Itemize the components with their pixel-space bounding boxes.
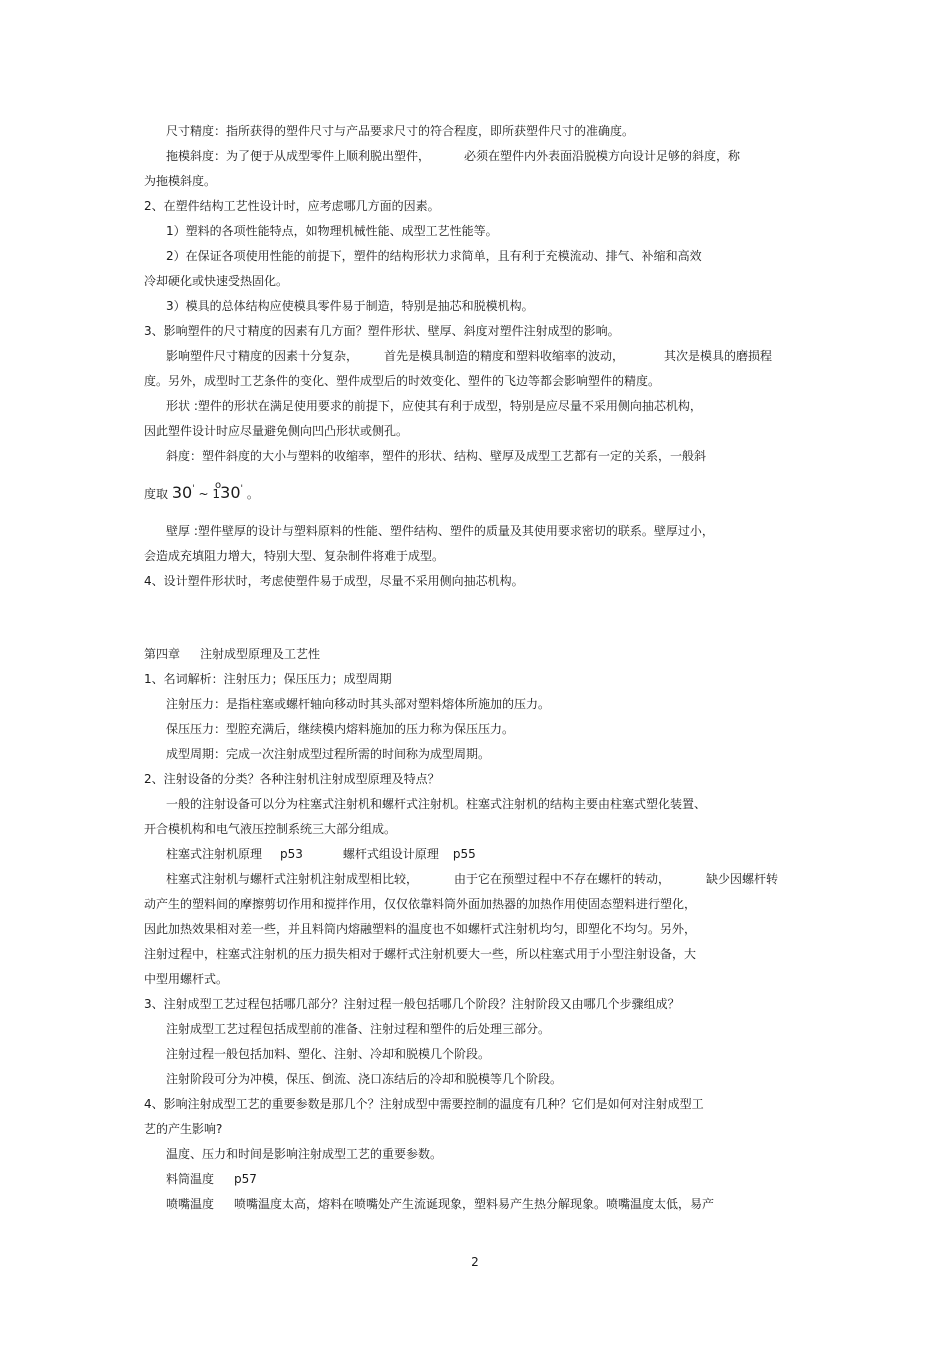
text-line: 成型周期：完成一次注射成型过程所需的时间称为成型周期。 xyxy=(166,747,491,761)
text-line-angle: 度取 30' ~ 1$^o$30' 。 xyxy=(144,480,259,502)
question-heading: 1、名词解析：注射压力；保压压力；成型周期 xyxy=(144,672,392,686)
text-line: 度。另外，成型时工艺条件的变化、塑件成型后的时效变化、塑件的飞边等都会影响塑件的精度。 xyxy=(144,374,661,388)
text-line: 形状 :塑件的形状在满足使用要求的前提下，应使其有利于成型，特别是应尽量不采用侧向抽芯机构， xyxy=(166,399,702,413)
text-line: 柱塞式注射机与螺杆式注射机注射成型相比较， 由于它在预塑过程中不存在螺杆的转动， 缺少因螺杆转 xyxy=(166,872,779,886)
text-line: 壁厚 :塑件壁厚的设计与塑料原料的性能、塑件结构、塑件的质量及其使用要求密切的联系。壁厚过小， xyxy=(166,524,714,538)
question-heading: 2、注射设备的分类？各种注射机注射成型原理及特点？ xyxy=(144,772,440,786)
text-line: 喷嘴温度 喷嘴温度太高，熔料在喷嘴处产生流诞现象，塑料易产生热分解现象。喷嘴温度太低，易产 xyxy=(166,1197,715,1211)
text-line: 冷却硬化或快速受热固化。 xyxy=(144,274,289,288)
question-heading: 4、设计塑件形状时，考虑使塑件易于成型，尽量不采用侧向抽芯机构。 xyxy=(144,574,524,588)
question-heading: 2、在塑件结构工艺性设计时，应考虑哪几方面的因素。 xyxy=(144,199,440,213)
text-line: 拖模斜度：为了便于从成型零件上顺利脱出塑件， 必须在塑件内外表面沿脱模方向设计足够的斜度，称 xyxy=(166,149,741,163)
text-line: 因此塑件设计时应尽量避免侧向凹凸形状或侧孔。 xyxy=(144,424,409,438)
text-line: 会造成充填阻力增大，特别大型、复杂制件将难于成型。 xyxy=(144,549,445,563)
text-line: 保压压力：型腔充满后，继续模内熔料施加的压力称为保压压力。 xyxy=(166,722,515,736)
text-line: 艺的产生影响? xyxy=(144,1122,223,1136)
text-line: 影响塑件尺寸精度的因素十分复杂， 首先是模具制造的精度和塑料收缩率的波动， 其次是模具的磨损程 xyxy=(166,349,773,363)
text-line: 中型用螺杆式。 xyxy=(144,972,229,986)
text-line: 注射过程一般包括加料、塑化、注射、冷却和脱模几个阶段。 xyxy=(166,1047,491,1061)
text-line: 动产生的塑料间的摩擦剪切作用和搅拌作用，仅仅依靠料筒外面加热器的加热作用使固态塑料进行塑化， xyxy=(144,897,697,911)
text-line: 注射成型工艺过程包括成型前的准备、注射过程和塑件的后处理三部分。 xyxy=(166,1022,551,1036)
text-line: 为拖模斜度。 xyxy=(144,174,217,188)
text-line: 一般的注射设备可以分为柱塞式注射机和螺杆式注射机。柱塞式注射机的结构主要由柱塞式塑化装置、 xyxy=(166,797,707,811)
text-line: 温度、压力和时间是影响注射成型工艺的重要参数。 xyxy=(166,1147,443,1161)
text-line: 开合模机构和电气液压控制系统三大部分组成。 xyxy=(144,822,397,836)
text-line: 斜度：塑件斜度的大小与塑料的收缩率，塑件的形状、结构、壁厚及成型工艺都有一定的关系，一般斜 xyxy=(166,449,707,463)
text-line: 1）塑料的各项性能特点，如物理机械性能、成型工艺性能等。 xyxy=(166,224,498,238)
text-line: 料筒温度 p57 xyxy=(166,1172,257,1186)
text-line: 2）在保证各项使用性能的前提下，塑件的结构形状力求简单，且有利于充模流动、排气、补缩和高效 xyxy=(166,249,702,263)
question-heading: 3、影响塑件的尺寸精度的因素有几方面？塑件形状、壁厚、斜度对塑件注射成型的影响。 xyxy=(144,324,620,338)
text-line: 注射过程中，柱塞式注射机的压力损失相对于螺杆式注射机要大一些，所以柱塞式用于小型注射设备，大 xyxy=(144,947,697,961)
question-heading: 3、注射成型工艺过程包括哪几部分？注射过程一般包括哪几个阶段？注射阶段又由哪几个步骤组成？ xyxy=(144,997,680,1011)
text-line: 因此加热效果相对差一些，并且料筒内熔融塑料的温度也不如螺杆式注射机均匀，即塑化不均匀。另外， xyxy=(144,922,697,936)
text-line: 3）模具的总体结构应使模具零件易于制造，特别是抽芯和脱模机构。 xyxy=(166,299,534,313)
page-number: 2 xyxy=(471,1255,479,1269)
text-line: 注射阶段可分为冲模，保压、倒流、浇口冻结后的冷却和脱模等几个阶段。 xyxy=(166,1072,563,1086)
question-heading: 4、影响注射成型工艺的重要参数是那几个？注射成型中需要控制的温度有几种？它们是如何对注射成型工 xyxy=(144,1097,704,1111)
text-line: 柱塞式注射机原理 p53 螺杆式组设计原理 p55 xyxy=(166,847,476,861)
text-line: 注射压力：是指柱塞或螺杆轴向移动时其头部对塑料熔体所施加的压力。 xyxy=(166,697,551,711)
text-line: 尺寸精度：指所获得的塑件尺寸与产品要求尺寸的符合程度，即所获塑件尺寸的准确度。 xyxy=(166,124,635,138)
chapter-heading: 第四章 注射成型原理及工艺性 xyxy=(144,647,321,661)
